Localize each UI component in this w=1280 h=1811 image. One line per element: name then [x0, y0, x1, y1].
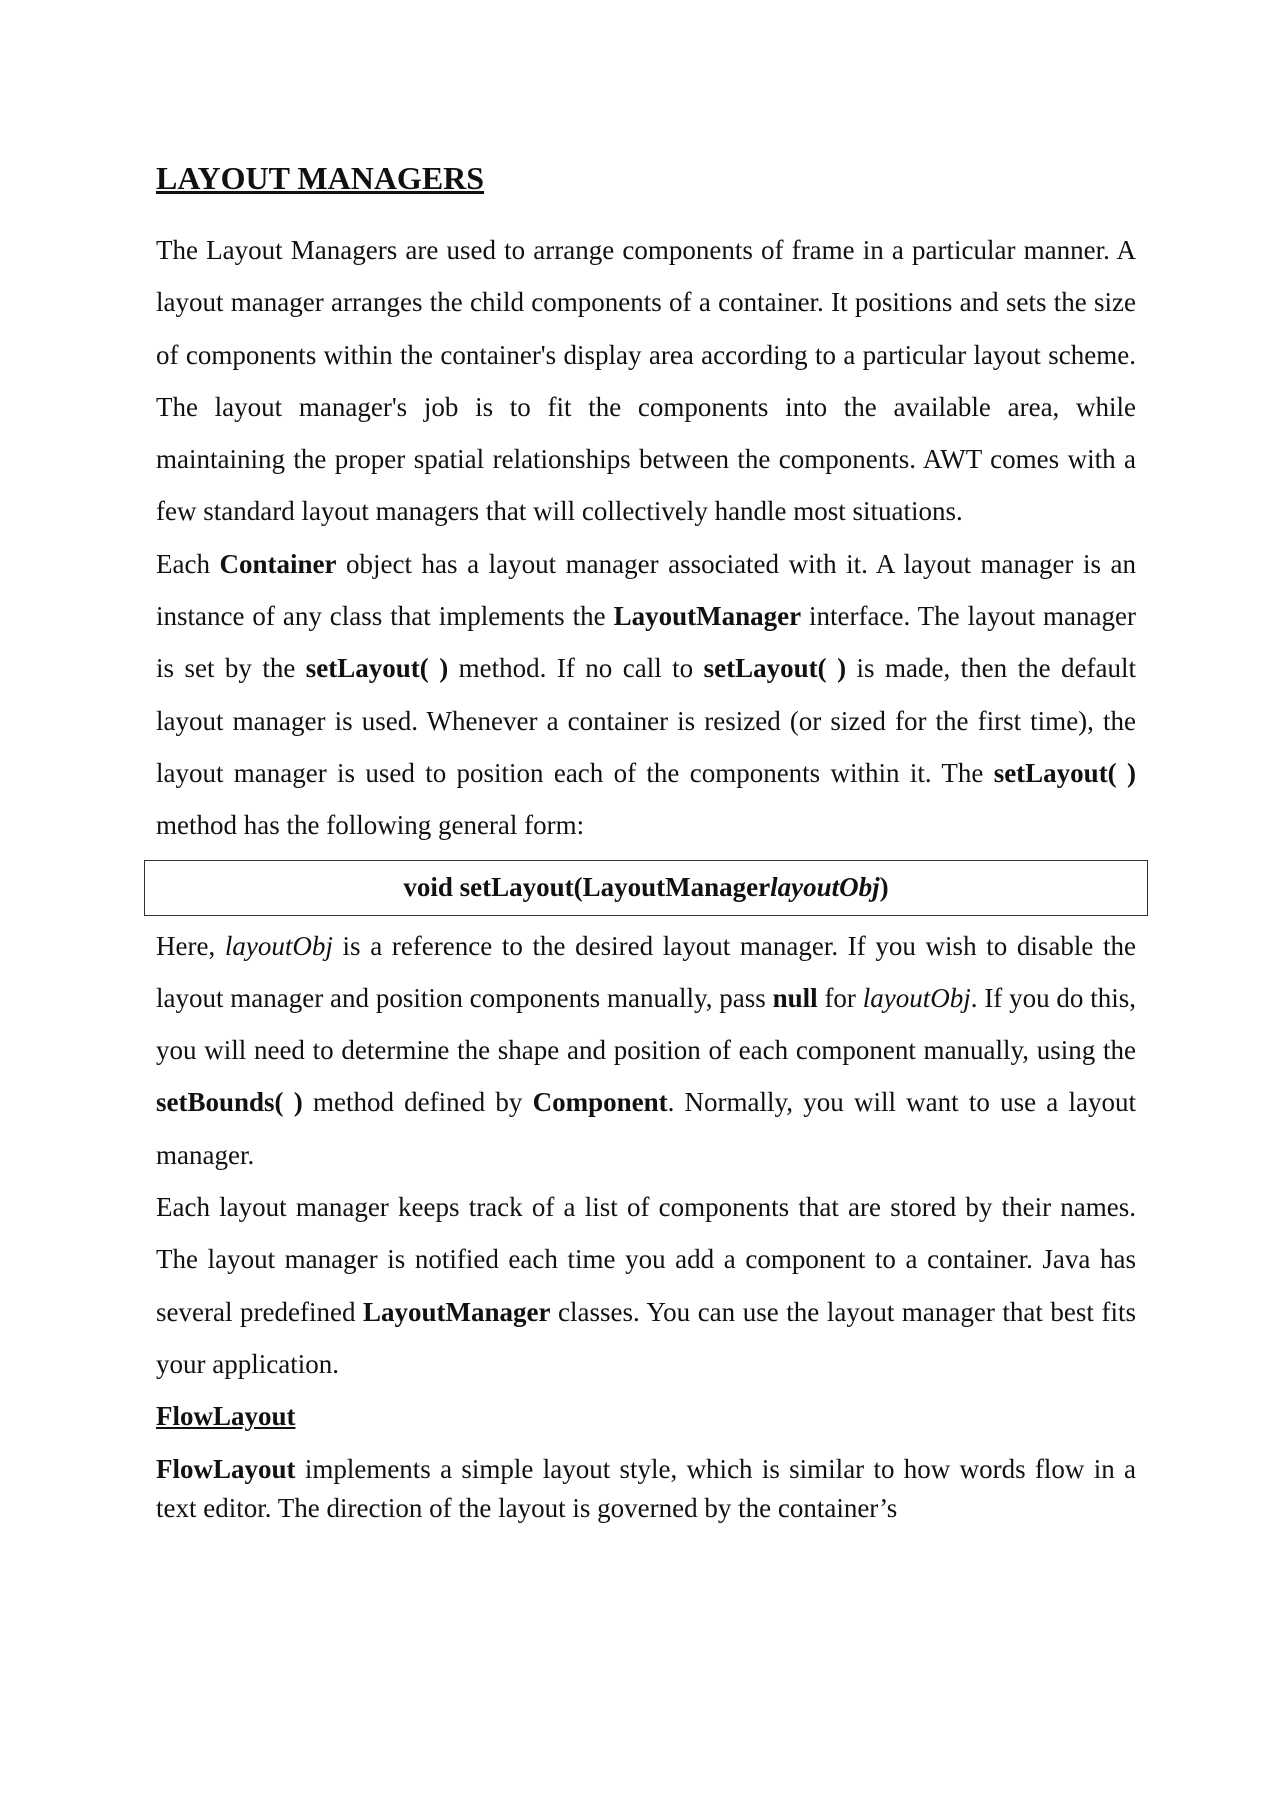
paragraph-flowlayout [156, 1450, 1136, 1528]
text-run: object has a layout manager associated with it. A layout manager is an instance of any class that implements the [156, 548, 1136, 632]
text-run: is a reference to the desired layout manager. If you wish to disable the layout manager and position components manually, pass [156, 930, 1136, 1013]
keyword-container: Container [219, 548, 337, 579]
italic-layoutobj: layoutObj [862, 982, 971, 1013]
italic-layoutobj: layoutObj [224, 930, 333, 961]
page-title: LAYOUT MANAGERS [156, 160, 485, 196]
paragraph-container [156, 538, 1136, 852]
keyword-layoutmanager: LayoutManager [613, 601, 802, 632]
text-run: Here, [156, 930, 225, 961]
text-run: Each layout manager keeps track of a list of components that are stored by their names. The layout manager is notified each time you add a component to a container. Java has several predefined [156, 1192, 1136, 1327]
method-signature-box [144, 860, 1148, 916]
keyword-setlayout: setLayout( ) [993, 757, 1136, 788]
text-run: implements a simple layout style, which is similar to how words flow in a text editor. The direction of the layout is governed by the container’s [156, 1454, 1136, 1524]
keyword-setlayout: setLayout( ) [305, 653, 449, 684]
keyword-setbounds: setBounds( ) [156, 1087, 303, 1118]
keyword-layoutmanager: LayoutManager [363, 1296, 551, 1327]
text-run: Each [156, 548, 220, 579]
signature-param: layoutObj [770, 872, 880, 903]
text-run: classes. You can use the layout manager that best fits your application. [156, 1296, 1136, 1379]
paragraph-layoutobj [156, 920, 1136, 1181]
text-run: method. If no call to [448, 653, 704, 684]
text-run: is made, then the default layout manager is used. Whenever a container is resized (or sized for the first time), the layout manager is used to position each of the components within it. The [156, 653, 1136, 788]
keyword-null: null [772, 982, 818, 1013]
section-heading-flowlayout: FlowLayout [156, 1401, 296, 1432]
text-run: method defined by [302, 1087, 533, 1118]
signature-prefix: void setLayout(LayoutManager [403, 872, 771, 903]
paragraph-predefined [156, 1181, 1136, 1390]
text-run: interface. The layout manager is set by the [156, 601, 1136, 684]
keyword-setlayout: setLayout( ) [703, 653, 847, 684]
keyword-component: Component [532, 1087, 668, 1118]
paragraph-intro: The Layout Managers are used to arrange components of frame in a particular manner. A layout manager arranges the child components of a container. It positions and sets the size of components within the container's display area according to a particular layout scheme. The layout manager's job is to fit the components into the available area, while maintaining the proper spatial relationships between the components. AWT comes with a few standard layout managers that will collectively handle most situations. [156, 235, 1136, 527]
text-run: . Normally, you will want to use a layout manager. [156, 1087, 1136, 1170]
text-run: . If you do this, you will need to determine the shape and position of each component manually, using the [156, 982, 1137, 1066]
text-run: for [817, 982, 863, 1013]
signature-suffix: ) [879, 872, 889, 903]
keyword-flowlayout: FlowLayout [156, 1454, 296, 1485]
text-run: method has the following general form: [156, 810, 585, 841]
document-page [156, 150, 1136, 1528]
